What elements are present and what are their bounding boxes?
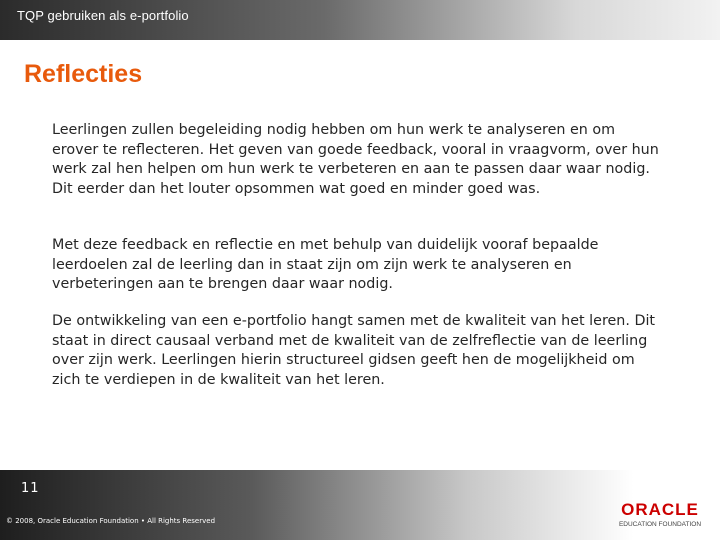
oracle-logo-subtitle: EDUCATION FOUNDATION <box>618 521 702 528</box>
body-paragraph-1: Leerlingen zullen begeleiding nodig hebben om hun werk te analyseren en om erover te reflecteren. Het geven van goede feedback, vooral in vraagvorm, over hun werk zal hen helpen om hun werk te verbeteren en aan te passen daar waar nodig. Dit eerder dan het louter opsommen wat goed en minder goed was. <box>52 122 659 197</box>
body-paragraph-3: De ontwikkeling van een e-portfolio hangt samen met de kwaliteit van het leren. Dit staat in direct causaal verband met de kwaliteit van de zelfreflectie van de leerling over zijn werk. Leerlingen hierin structureel gidsen geeft hen de mogelijkheid om zich te verdiepen in de kwaliteit van het leren. <box>52 313 656 388</box>
presentation-title: TQP gebruiken als e-portfolio <box>17 8 189 23</box>
copyright-notice: © 2008, Oracle Education Foundation • All Rights Reserved <box>6 517 216 525</box>
header-bar <box>0 0 720 40</box>
page-number: 11 <box>21 481 40 496</box>
footer-bar <box>0 470 720 540</box>
oracle-logo-wordmark: ORACLE <box>621 500 699 519</box>
slide-heading: Reflecties <box>24 60 143 88</box>
oracle-logo <box>608 498 712 534</box>
body-paragraph-2: Met deze feedback en reflectie en met behulp van duidelijk vooraf bepaalde leerdoelen zal de leerling dan in staat zijn om zijn werk te analyseren en verbeteringen aan te brengen daar waar nodig. <box>52 237 599 292</box>
